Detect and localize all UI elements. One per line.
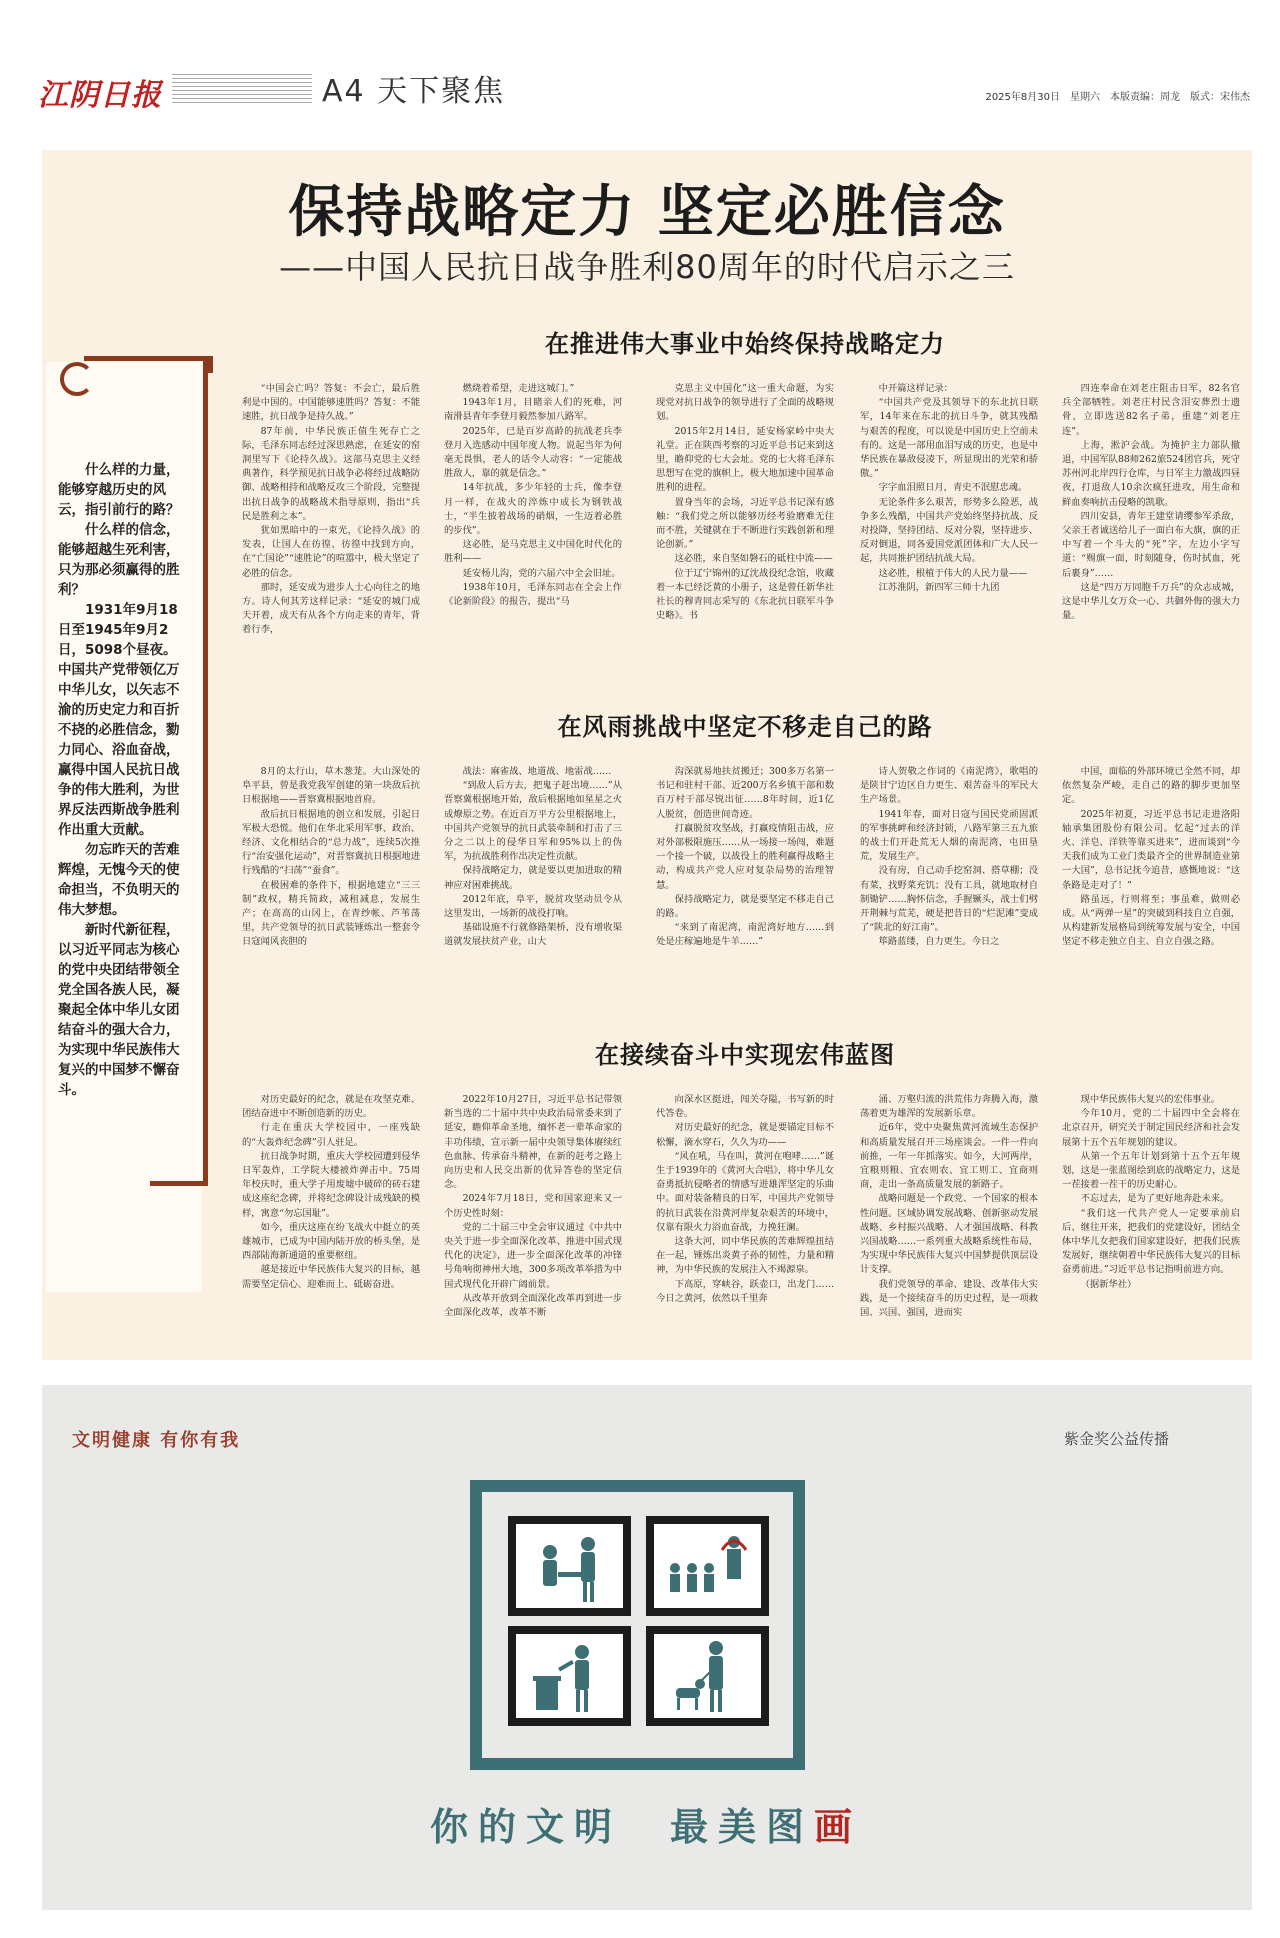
article-paragraph: 这必胜，来自坚如磐石的砥柱中流——	[674, 553, 833, 565]
article-paragraph: 越是接近中华民族伟大复兴的目标，越需要坚定信心、迎难而上、砥砺奋进。	[242, 1264, 420, 1290]
window-pane-top-left	[512, 1520, 627, 1612]
sidebar-curl-ornament	[60, 362, 94, 396]
article-paragraph: “我们这一代共产党人一定要承前启后、继往开来，把我们的党建设好，团结全体中华儿女把我们国家建设好，把我们民族发展好，继续朝着中华民族伟大复兴的目标奋勇前进。”习近平总书记指明前进方向。	[1062, 1207, 1240, 1276]
article-paragraph: “中国会亡吗？答复：不会亡，最后胜利是中国的。中国能够速胜吗？答复：不能速胜，抗日战争是持久战。”	[242, 383, 420, 423]
section-3-column-3	[656, 1093, 834, 1355]
article-paragraph: 中国，面临的外部环境已全然不同，却依然复杂严峻，走自己的路的脚步更加坚定。	[1062, 766, 1240, 806]
article-paragraph: 1938年10月，毛泽东同志在全会上作《论新阶段》的报告，提出“马	[444, 581, 622, 608]
article-paragraph: 这是“四万万同胞千万兵”的众志成城，这是中华儿女万众一心、共御外侮的强大力量。	[1062, 581, 1240, 622]
sidebar-frame-top	[84, 356, 213, 373]
section-2-column-3	[656, 765, 834, 1005]
article-paragraph: 14年抗战，多少年轻的士兵，像李登月一样，在战火的淬炼中成长为钢铁战士，“半生披着战场的硝烟，一生迈着必胜的步伐”。	[444, 482, 622, 537]
article-paragraph: 犹如黑暗中的一束光，《论持久战》的发表，让国人在彷徨、彷徨中找到方向，在“亡国论”“速胜论”的喧嚣中，极大坚定了必胜的信念。	[242, 525, 420, 579]
sidebar-text	[58, 460, 188, 1100]
article-paragraph: 对历史最好的纪念，就是在攻坚克难、团结奋进中不断创造新的历史。	[242, 1094, 420, 1120]
section-3-column-2	[444, 1093, 622, 1355]
section-2-column-4	[860, 765, 1038, 1005]
article-paragraph: “中国共产党及其领导下的东北抗日联军，14年来在东北的抗日斗争，就其残酷与艰苦的程度，可以说是中国历史上空前未有的。这是一部用血泪写成的历史，也是中华民族在暴敌侵凌下，所显现出的光荣和骄傲。”	[860, 397, 1038, 480]
masthead-stripes	[172, 74, 312, 104]
article-paragraph: 2024年7月18日，党和国家迎来又一个历史性时刻：	[444, 1193, 622, 1219]
article-paragraph: 党的二十届三中全会审议通过《中共中央关于进一步全面深化改革、推进中国式现代化的决定》，进一步全面深化改革的冲锋号角响彻神州大地，300多项改革举措为中国式现代化开辟广阔前景。	[444, 1221, 622, 1290]
article-paragraph: 无论条件多么艰苦，形势多么险恶，战争多么残酷，中国共产党始终坚持抗战、反对投降，坚持团结、反对分裂，坚持进步、反对倒退，同各爱国党派团体和广大人民一起，共同推护团结抗战大局。	[860, 496, 1038, 565]
article-paragraph: 中开篇这样记录：	[878, 383, 953, 394]
article-paragraph: 从改革开放到全面深化改革再到进一步全面深化改革，改革不断	[444, 1292, 622, 1319]
section-2-column-5	[1062, 765, 1240, 1005]
article-paragraph: 向深水区挺进，闯关夺隘，书写新的时代答卷。	[656, 1094, 834, 1120]
civilization-window-illustration	[470, 1480, 805, 1770]
ad-sponsor: 紫金奖公益传播	[1064, 1430, 1170, 1448]
section-3-column-5	[1062, 1093, 1240, 1355]
article-paragraph: 上海，淞沪会战。为掩护主力部队撤退，中国军队88师262旅524团官兵，死守苏州河北岸四行仓库，与日军主力激战四昼夜，打退敌人10余次疯狂进攻，用生命和鲜血奏响抗击侵略的凯歌。	[1062, 439, 1240, 508]
ad-title-main: 你的文明 最美图	[430, 1804, 815, 1849]
sidebar-paragraph: 什么样的信念，能够超越生死利害，只为那必须赢得的胜利？	[58, 522, 180, 598]
section-label: A4 天下聚焦	[322, 74, 506, 109]
article-paragraph: 四连奉命在刘老庄阻击日军，82名官兵全部牺牲。刘老庄村民含泪安葬烈士遗骨，立即选送82名子弟，重建“刘老庄连”。	[1062, 383, 1240, 437]
masthead	[0, 0, 1280, 118]
article-paragraph: 2025年，已是百岁高龄的抗战老兵李登月入选感动中国年度人物。说起当年为何毫无畏惧，老人的话令人动容：“一定能战胜敌人，靠的就是信念。”	[444, 425, 622, 480]
article-paragraph: 这条大河，同中华民族的苦难辉煌扭结在一起，锤炼出炎黄子孙的韧性，力量和精神，为中华民族的发展注入不竭源泉。	[656, 1236, 834, 1276]
article-paragraph: 1941年春，面对日寇与国民党顽固派的军事挑衅和经济封锁，八路军第三五九旅的战士们开赴荒无人烟的南泥湾，屯田垦荒，发展生产。	[860, 808, 1038, 863]
article-paragraph: 保持战略定力，就是要以更加进取的精神应对困难挑战。	[444, 865, 622, 891]
section-1-column-5	[1062, 382, 1240, 668]
article-paragraph: 江苏淮阴，新四军三师十九团	[878, 581, 1000, 593]
article-paragraph: 如今，重庆这座在纷飞战火中挺立的英雄城市，已成为中国内陆开放的桥头堡，是西部陆海新通道的重要枢纽。	[242, 1221, 420, 1262]
article-paragraph: 这必胜，是马克思主义中国化时代化的胜利——	[444, 539, 622, 565]
article-paragraph: 2012年底，阜平，脱贫攻坚动员令从这里发出，一场新的战役打响。	[444, 893, 622, 920]
sidebar-paragraph: 1931年9月18日至1945年9月2日，5098个昼夜。中国共产党带领亿万中华儿女，以矢志不渝的历史定力和百折不挠的必胜信念，勠力同心、浴血奋战，赢得中国人民抗日战争的伟大胜利，为世界反法西斯战争胜利作出重大贡献。	[58, 602, 180, 838]
ad-title	[430, 1796, 862, 1851]
article-paragraph: 保持战略定力，就是要坚定不移走自己的路。	[656, 893, 834, 920]
article-paragraph: （据新华社）	[1080, 1278, 1137, 1290]
ad-title-red-char: 画	[814, 1804, 863, 1849]
newspaper-logo: 江阴日报	[38, 78, 162, 113]
article-paragraph: 诗人贺敬之作词的《南泥湾》，歌唱的是陕甘宁边区自力更生、艰苦奋斗的军民大生产场景。	[860, 766, 1038, 806]
article-paragraph: 这必胜，根植于伟大的人民力量——	[878, 567, 1028, 579]
section-1-column-2	[444, 382, 622, 668]
article-paragraph: 对历史最好的纪念，就是要锚定目标不松懈，滴水穿石，久久为功——	[656, 1122, 834, 1148]
subheadline: ——中国人民抗日战争胜利80周年的时代启示之三	[279, 248, 1015, 286]
article-paragraph: “风在吼，马在叫，黄河在咆哮……”诞生于1939年的《黄河大合唱》，将中华儿女奋勇抵抗侵略者的情感写进雄浑坚定的乐曲中。面对装备精良的日军，中国共产党领导的抗日武装在沿黄河岸复杂艰苦的环境中，仅靠有限火力浴血奋战，力挽狂澜。	[656, 1150, 834, 1233]
article-paragraph: 基础设施不行就修路架桥，没有增收渠道就发展扶贫产业，山大	[444, 922, 622, 948]
article-paragraph: 1943年1月，目睹亲人们的死难，河南滑县青年李登月毅然参加八路军。	[444, 397, 622, 423]
article-paragraph: 在极困难的条件下，根据地建立“三三制”政权，精兵简政，减租减息，发展生产；在高高的山冈上，在青纱帐、芦苇荡里，共产党领导的抗日武装锤炼出一整套令日寇闻风丧胆的	[242, 879, 420, 948]
sidebar-paragraph: 新时代新征程，以习近平同志为核心的党中央团结带领全党全国各族人民，凝聚起全体中华儿女团结奋斗的强大合力，为实现中华民族伟大复兴的中国梦不懈奋斗。	[58, 922, 180, 1098]
section-1-column-3	[656, 382, 834, 668]
article-paragraph: 2022年10月27日，习近平总书记带领新当选的二十届中共中央政治局常委来到了延安，瞻仰革命圣地，缅怀老一辈革命家的丰功伟绩，宣示新一届中央领导集体赓续红色血脉、传承奋斗精神，在新的赶考之路上向历史和人民交出新的优异答卷的坚定信念。	[444, 1094, 622, 1191]
section-3-column-1	[242, 1093, 420, 1355]
section-2-column-1	[242, 765, 420, 1005]
article-paragraph: 四川安县，青年王建堂请缨参军杀敌，父亲王者诚送给儿子一面白布大旗，旗的正中写着一个斗大的“死”字，左边小字写道：“赐旗一面，时刻随身，伤时拭血，死后裹身”……	[1062, 510, 1240, 579]
article-paragraph: 从第一个五年计划到第十五个五年规划，这是一张蓝图绘到底的战略定力，这是一茬接着一茬干的历史耐心。	[1062, 1150, 1240, 1191]
article-paragraph: 置身当年的会场，习近平总书记深有感触：“我们党之所以能够历经考验磨难无往而不胜，关键就在于不断进行实践创新和理论创新。”	[656, 496, 834, 551]
article-paragraph: 沟深就易地扶贫搬迁；300多万名第一书记和驻村干部、近200万名乡镇干部和数百万村干部尽锐出征……8年时间，近1亿人脱贫，创造世间奇迹。	[656, 766, 834, 820]
article-paragraph: 筚路蓝缕，自力更生。今日之	[878, 936, 1000, 948]
article-paragraph: 战略问题是一个政党、一个国家的根本性问题。区域协调发展战略、创新驱动发展战略、乡村振兴战略、人才强国战略、科教兴国战略……一系列重大战略系统性布局，为实现中华民族伟大复兴中国梦提供顶层设计支撑。	[860, 1193, 1038, 1276]
article-paragraph: 克思主义中国化”这一重大命题，为实现党对抗日战争的领导进行了全面的战略规划。	[656, 383, 834, 423]
page-info: 2025年8月30日 星期六 本版责编：周龙 版式：宋伟杰	[985, 92, 1250, 103]
sidebar-paragraph: 什么样的力量，能够穿越历史的风云，指引前行的路？	[58, 462, 180, 518]
section-3-column-4	[860, 1093, 1038, 1355]
article-paragraph: 近6年，党中央聚焦黄河流域生态保护和高质量发展召开三场座谈会。一件一件向前推，一年一年抓落实。如今，大河两岸，宜粮则粮、宜农则农、宜工则工、宜商则商，走出一条高质量发展的新路子。	[860, 1122, 1038, 1191]
article-paragraph: 敌后抗日根据地的创立和发展，引起日军极大恐慌。他们在华北采用军事、政治、经济、文化相结合的“总力战”，连续5次推行“治安强化运动”，对晋察冀抗日根据地进行残酷的“扫荡”“蚕食”。	[242, 808, 420, 877]
article-paragraph: 2015年2月14日，延安杨家岭中央大礼堂。正在陕西考察的习近平总书记来到这里，瞻仰党的七大会址。党的七大将毛泽东思想写在党的旗帜上，极大地加速中国革命胜利的进程。	[656, 425, 834, 494]
section-title-3: 在接续奋斗中实现宏伟蓝图	[595, 1040, 895, 1069]
section-2-column-2	[444, 765, 622, 1005]
article-paragraph: “来到了南泥湾，南泥湾好地方……到处是庄稼遍地是牛羊……”	[656, 922, 834, 948]
sidebar-frame-right	[203, 356, 208, 1186]
section-1-column-4	[860, 382, 1038, 668]
article-paragraph: 今年10月，党的二十届四中全会将在北京召开，研究关于制定国民经济和社会发展第十五个五年规划的建议。	[1062, 1108, 1240, 1148]
section-title-1: 在推进伟大事业中始终保持战略定力	[545, 329, 945, 358]
article-paragraph: 路虽远，行则将至；事虽难，做则必成。从“两弹一星”的突破到科技自立自强，从构建新发展格局到统筹发展与安全，中国坚定不移走独立自主、自立自强之路。	[1062, 893, 1240, 948]
article-paragraph: 现中华民族伟大复兴的宏伟事业。	[1080, 1094, 1221, 1105]
ad-slogan: 文明健康 有你有我	[72, 1430, 241, 1451]
window-pane-bottom-right	[650, 1630, 765, 1722]
article-paragraph: 行走在重庆大学校园中，一座残缺的“大轰炸纪念碑”引人驻足。	[242, 1122, 420, 1148]
article-paragraph: 不忘过去，是为了更好地奔赴未来。	[1080, 1193, 1230, 1205]
article-paragraph: 位于辽宁锦州的辽沈战役纪念馆，收藏着一本已经泛黄的小册子，这是曾任新华社社长的穆青同志采写的《东北抗日联军斗争史略》。书	[656, 567, 834, 622]
article-paragraph: 我们党领导的革命、建设、改革伟大实践，是一个接续奋斗的历史过程，是一项救国、兴国、强国，进而实	[860, 1278, 1038, 1319]
article-paragraph: 打赢脱贫攻坚战，打赢疫情阻击战，应对外部极限施压……从一场接一场闯，难题一个接一个破，以战役上的胜利赢得战略主动，构成共产党人应对复杂局势的治理智慧。	[656, 822, 834, 891]
article-paragraph: 那时，延安成为进步人士心向往之的地方。诗人何其芳这样记录：“延安的城门成天开着，成天有从各个方向走来的青年，背着行李，	[242, 581, 420, 636]
window-pane-bottom-left	[512, 1630, 627, 1722]
sidebar-paragraph: 勿忘昨天的苦难辉煌，无愧今天的使命担当，不负明天的伟大梦想。	[58, 842, 180, 918]
article-paragraph: 涌、万壑归流的洪荒伟力奔腾入海，激荡着更为雄浑的发展新乐章。	[860, 1094, 1038, 1120]
article-paragraph: 抗日战争时期，重庆大学校园遭到侵华日军轰炸，工学院大楼被炸弹击中。75周年校庆时，重大学子用废墟中破碎的砖石建成这座纪念碑，并将纪念碑设计成残缺的模样，寓意“勿忘国耻”。	[242, 1150, 420, 1219]
section-1-column-1	[242, 382, 420, 668]
article-paragraph: 87年前，中华民族正值生死存亡之际，毛泽东同志经过深思熟虑，在延安的窑洞里写下《论持久战》。这部马克思主义经典著作，科学预见抗日战争必将经过战略防御、战略相持和战略反攻三个阶段，完整提出抗日战争的战略战术指导原则，指出“兵民是胜利之本”。	[242, 425, 420, 522]
article-paragraph: 燃烧着希望，走进这城门。”	[462, 383, 575, 394]
sidebar-frame-bottom	[150, 1181, 208, 1186]
article-paragraph: 8月的太行山，草木葱茏。大山深处的阜平县，曾是我党我军创建的第一块敌后抗日根据地——晋察冀根据地首府。	[242, 766, 420, 806]
article-paragraph: 战法：麻雀战、地道战、地雷战……	[462, 766, 612, 777]
article-paragraph: “到敌人后方去，把鬼子赶出境……”从晋察冀根据地开始，敌后根据地如星星之火成燎原之势。在近百万平方公里根据地上，中国共产党领导的抗日武装牵制和打击了三分之二以上的侵华日军和95%以上的伪军，为抗战胜利作出决定性贡献。	[444, 780, 622, 863]
article-paragraph: 字字血泪照日月，青史不泯慰忠魂。	[878, 482, 1028, 494]
article-paragraph: 下高原，穿峡谷，跃壶口，出龙门……今日之黄河，依然以千里奔	[656, 1278, 834, 1304]
article-paragraph: 没有房，自己动手挖窑洞、搭草棚；没有菜，找野菜充饥；没有工具，就地取材自制锄铲……胸怀信念，手握镢头，战士们劈开荆棘与荒芜，硬是把昔日的“烂泥滩”变成了“陕北的好江南”。	[860, 865, 1038, 934]
article-paragraph: 延安杨儿沟，党的六届六中全会旧址。	[462, 567, 621, 579]
headline: 保持战略定力 坚定必胜信念	[288, 180, 1006, 245]
section-title-2: 在风雨挑战中坚定不移走自己的路	[557, 712, 933, 741]
article-paragraph: 2025年初夏，习近平总书记走进洛阳轴承集团股份有限公司。忆起“过去的洋火、洋皂、洋铁等靠买进来”，进而谈到“今天我们成为工业门类最齐全的世界制造业第一大国”，总书记抚今追昔，感慨地说：“这条路是走对了！”	[1062, 808, 1240, 891]
